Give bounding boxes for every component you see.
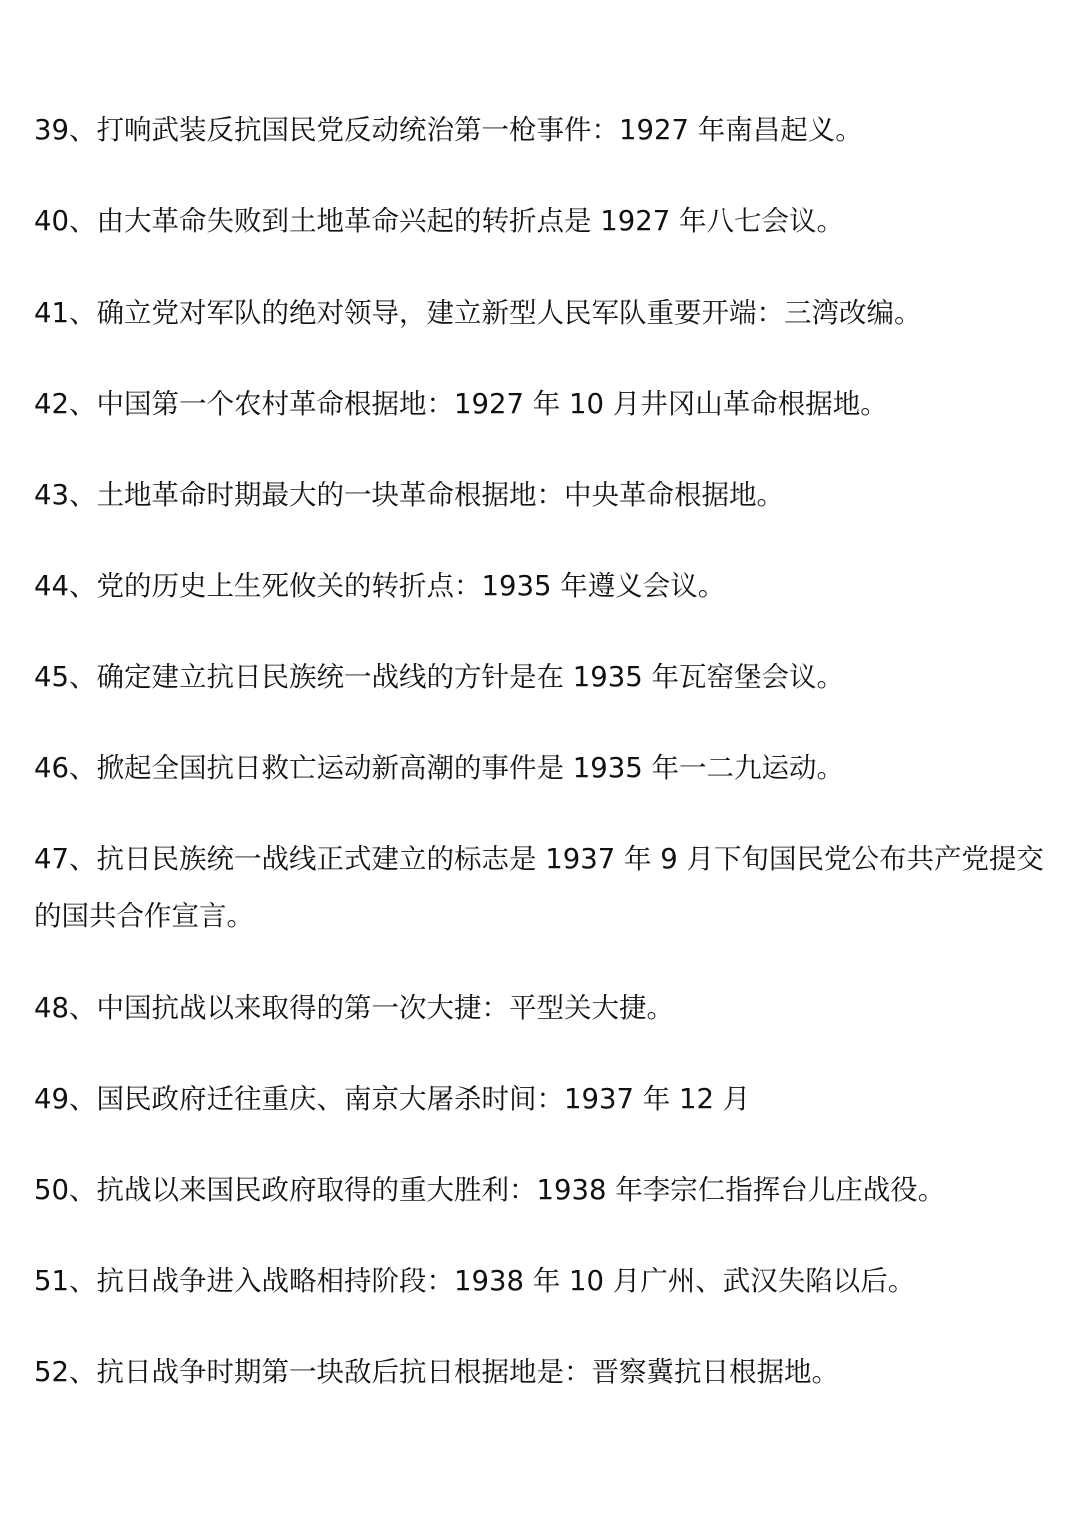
list-item: 51、抗日战争进入战略相持阶段：1938 年 10 月广州、武汉失陷以后。 — [34, 1265, 916, 1297]
list-item: 52、抗日战争时期第一块敌后抗日根据地是：晋察冀抗日根据地。 — [34, 1356, 839, 1388]
list-item: 49、国民政府迁往重庆、南京大屠杀时间：1937 年 12 月 — [34, 1083, 751, 1115]
list-item: 39、打响武装反抗国民党反动统治第一枪事件：1927 年南昌起义。 — [34, 114, 863, 146]
list-item: 50、抗战以来国民政府取得的重大胜利：1938 年李宗仁指挥台儿庄战役。 — [34, 1174, 946, 1206]
list-item: 46、掀起全国抗日救亡运动新高潮的事件是 1935 年一二九运动。 — [34, 752, 844, 784]
list-item: 45、确定建立抗日民族统一战线的方针是在 1935 年瓦窑堡会议。 — [34, 661, 844, 693]
list-item: 47、抗日民族统一战线正式建立的标志是 1937 年 9 月下旬国民党公布共产党提交的国共合作宣言。 — [34, 843, 1044, 932]
list-item: 43、土地革命时期最大的一块革命根据地：中央革命根据地。 — [34, 479, 784, 511]
list-item: 48、中国抗战以来取得的第一次大捷：平型关大捷。 — [34, 992, 674, 1024]
list-item: 40、由大革命失败到土地革命兴起的转折点是 1927 年八七会议。 — [34, 205, 844, 237]
list-item: 44、党的历史上生死攸关的转折点：1935 年遵义会议。 — [34, 570, 726, 602]
list-item: 42、中国第一个农村革命根据地：1927 年 10 月井冈山革命根据地。 — [34, 388, 888, 420]
list-item: 41、确立党对军队的绝对领导，建立新型人民军队重要开端：三湾改编。 — [34, 297, 922, 329]
